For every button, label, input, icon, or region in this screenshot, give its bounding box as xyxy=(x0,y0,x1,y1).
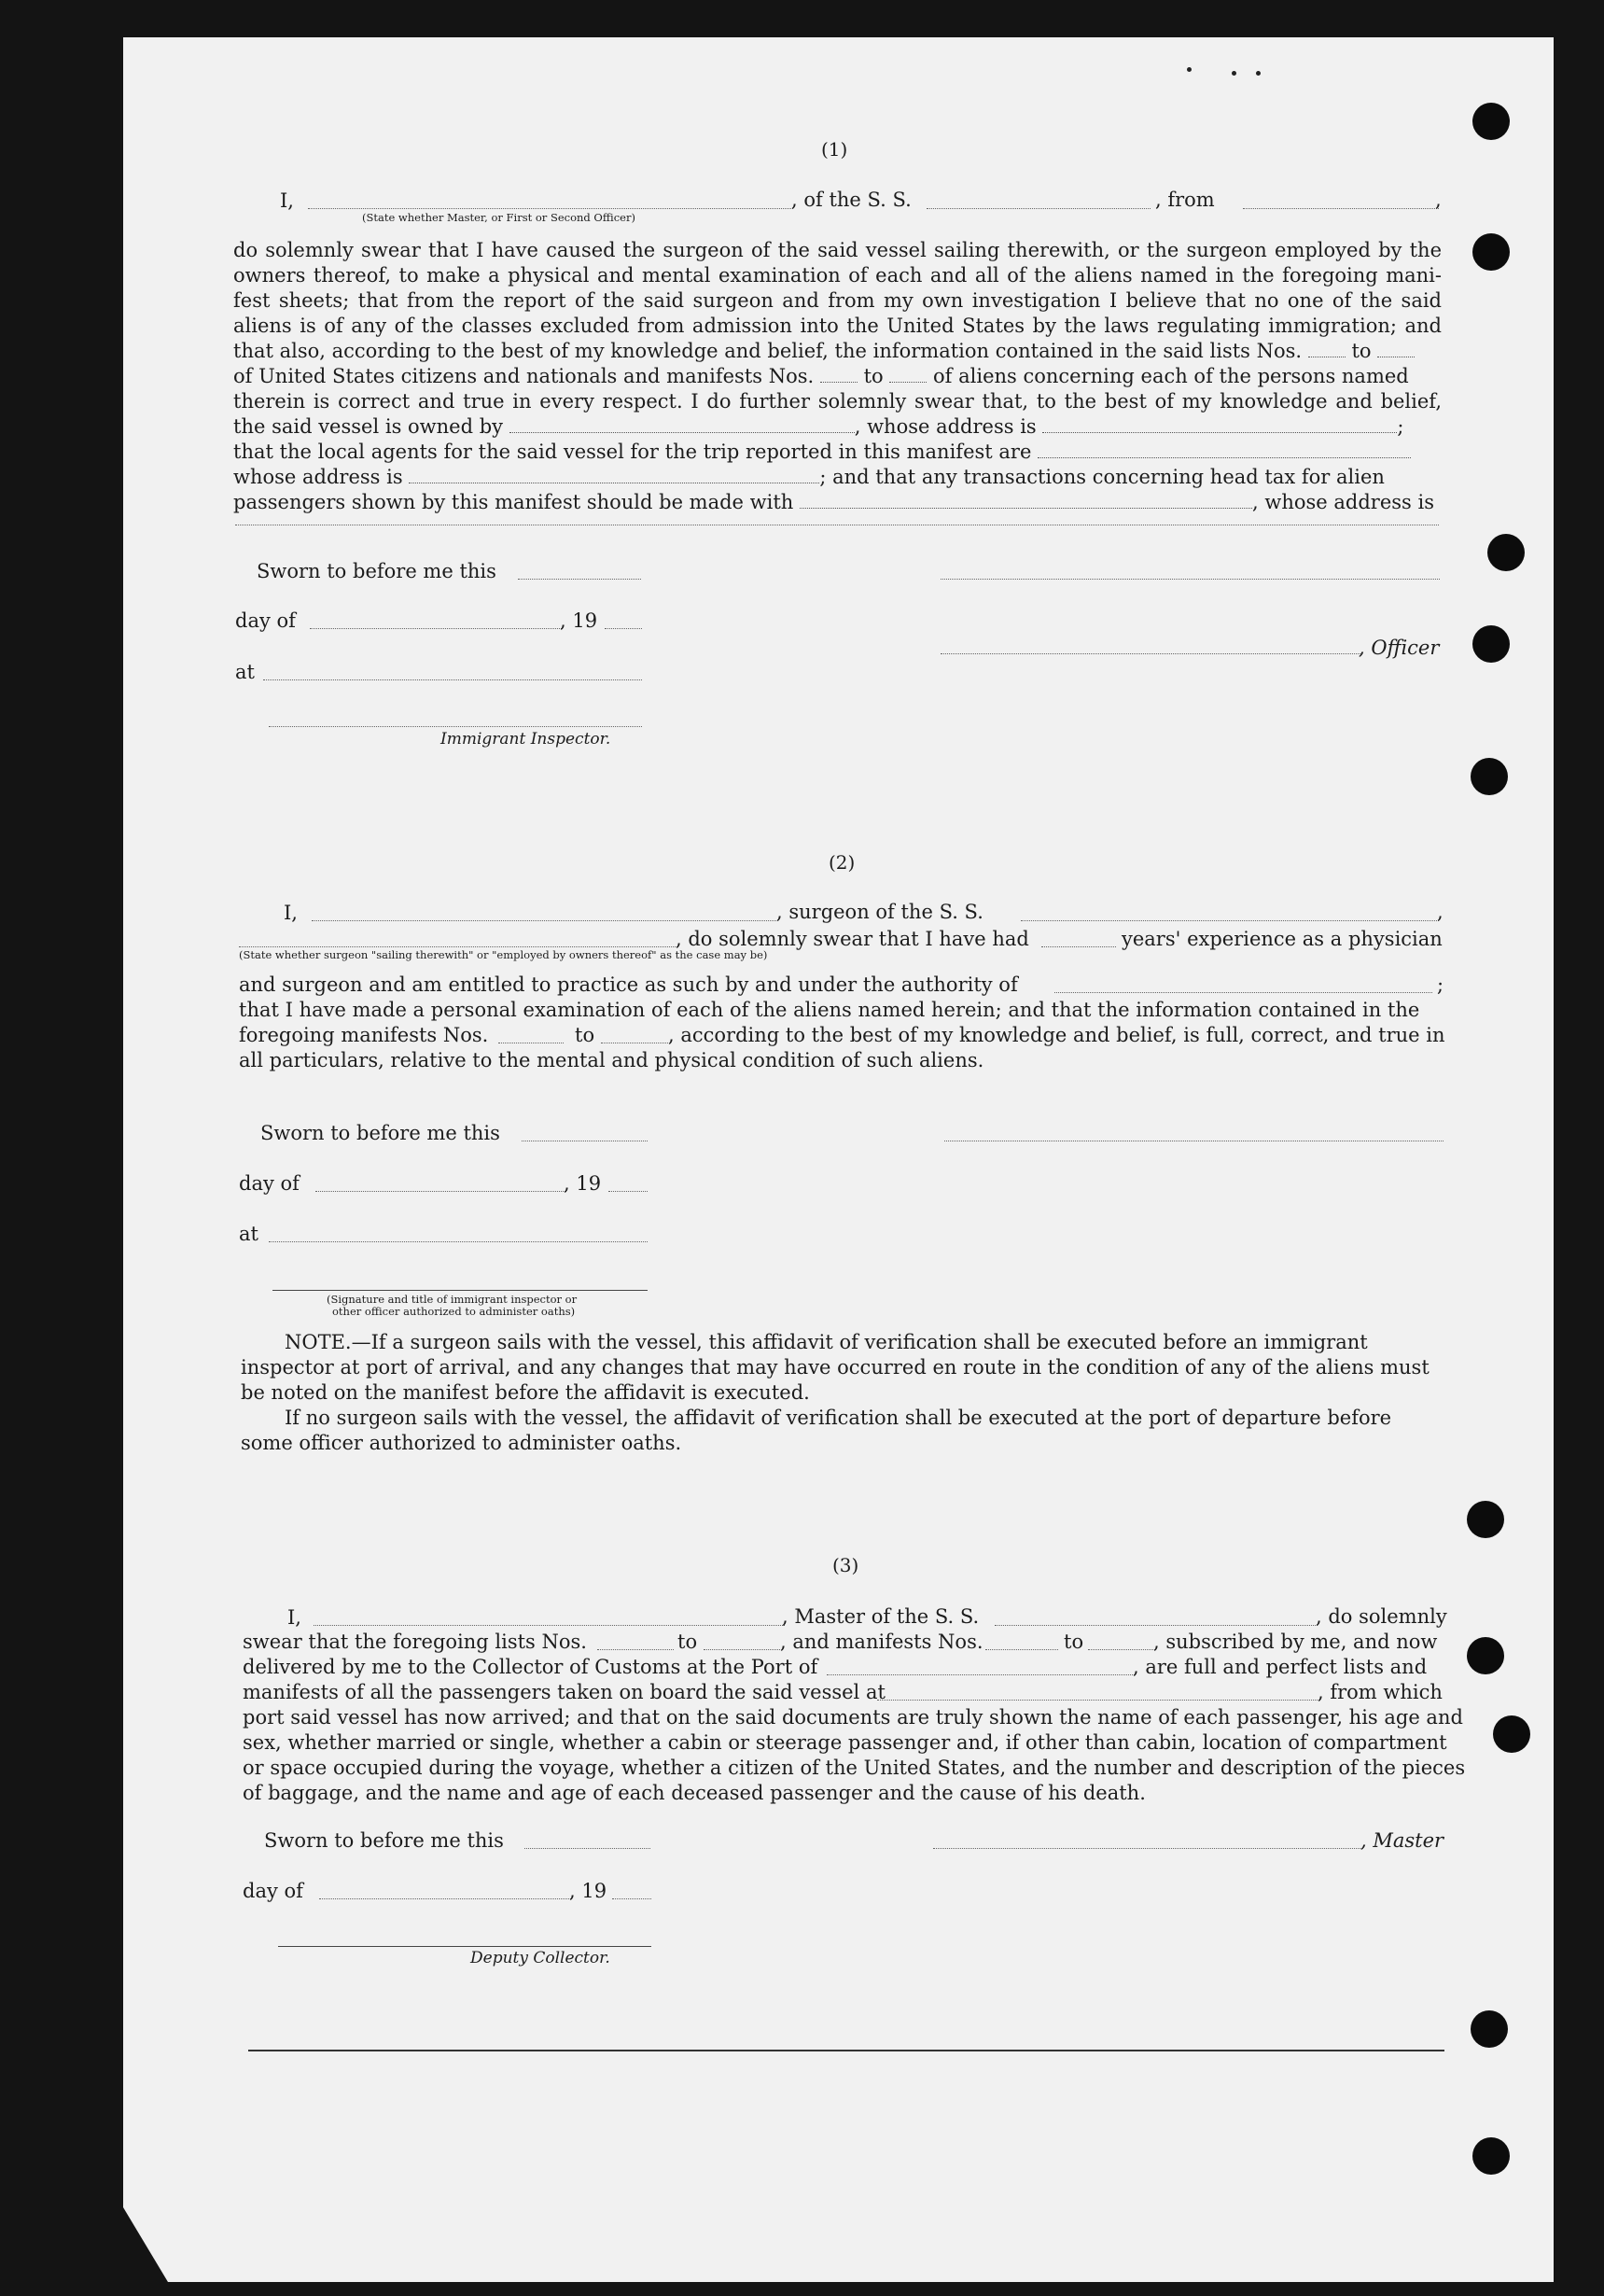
s3-l3a: delivered by me to the Collector of Customs at the Port of xyxy=(243,1656,818,1678)
section-1-number: (1) xyxy=(821,138,848,161)
s1-to: to xyxy=(863,365,884,387)
s3-sworn-field[interactable] xyxy=(524,1848,650,1849)
speck xyxy=(1187,67,1192,72)
s1-inspector: Immigrant Inspector. xyxy=(440,730,611,749)
s2-surgeon-of: , surgeon of the S. S. xyxy=(776,901,983,923)
s1-officer-signature[interactable] xyxy=(941,653,1360,654)
s1-line: therein is correct and true in every respect. I do further solemnly swear that, to the best of my knowledge and belief, xyxy=(233,390,1442,413)
binder-hole xyxy=(1471,758,1508,795)
s2-ship-field[interactable] xyxy=(1021,920,1439,921)
s2-year-field[interactable] xyxy=(608,1191,648,1192)
s2-note-line-1 xyxy=(285,1333,1368,1352)
s1-owner-field[interactable] xyxy=(509,432,855,433)
s2-line-b: that I have made a personal examination of each of the aliens named herein; and that the information contained in the xyxy=(239,999,1420,1021)
s3-lists-from[interactable] xyxy=(597,1649,674,1650)
s2-sig-note-2: other officer authorized to administer oaths) xyxy=(332,1305,576,1318)
s2-signature-line[interactable] xyxy=(272,1290,648,1291)
s1-text: that the local agents for the said vessel for the trip reported in this manifest are xyxy=(233,441,1032,463)
binder-hole xyxy=(1487,534,1525,571)
s1-line-owner xyxy=(233,414,1442,440)
s1-text: whose address is xyxy=(233,466,403,488)
s2-at: at xyxy=(239,1223,258,1245)
binder-hole xyxy=(1493,1715,1530,1753)
bottom-rule xyxy=(248,2050,1444,2051)
s2-note: (State whether surgeon "sailing therewith" or "employed by owners thereof" as the case may be) xyxy=(239,948,768,961)
s2-day-of: day of xyxy=(239,1172,300,1195)
s1-from: , from xyxy=(1155,189,1215,211)
s2-surgeon-type-field[interactable] xyxy=(239,946,677,947)
s1-inspector-line[interactable] xyxy=(269,726,642,727)
s2-surgeon-name-field[interactable] xyxy=(312,920,778,921)
s1-line: do solemnly swear that I have caused the surgeon of the said vessel sailing therewith, or the surgeon employed by the xyxy=(233,239,1442,261)
s2-note-line-4: If no surgeon sails with the vessel, the affidavit of verification shall be executed at the port of departure before xyxy=(285,1407,1392,1429)
binder-hole xyxy=(1467,1501,1504,1538)
s1-text: the said vessel is owned by xyxy=(233,415,504,438)
s1-of-ss: , of the S. S. xyxy=(791,189,912,211)
s3-l2c: , and manifests Nos. xyxy=(780,1631,983,1653)
s1-agents-field[interactable] xyxy=(1038,457,1411,458)
binder-hole xyxy=(1467,1637,1504,1674)
s2-nineteen: , 19 xyxy=(564,1172,602,1195)
s1-line-lists xyxy=(233,339,1442,364)
s1-line: aliens is of any of the classes excluded from admission into the United States by the laws regulating immigration; and xyxy=(233,315,1442,337)
s2-at-field[interactable] xyxy=(269,1241,648,1242)
s1-text: passengers shown by this manifest should be made with xyxy=(233,491,794,513)
s3-manifests-from[interactable] xyxy=(985,1649,1058,1650)
s3-lists-to[interactable] xyxy=(704,1649,780,1650)
binder-hole xyxy=(1472,625,1510,663)
s1-nineteen: , 19 xyxy=(560,609,598,632)
s3-l2e: , subscribed by me, and now xyxy=(1153,1631,1438,1653)
s1-sworn: Sworn to before me this xyxy=(257,560,496,582)
s1-to: to xyxy=(1351,340,1372,362)
binder-hole xyxy=(1472,103,1510,140)
s2-line-d: all particulars, relative to the mental and physical condition of such aliens. xyxy=(239,1049,984,1071)
s1-year-field[interactable] xyxy=(605,628,642,629)
s1-text: that also, according to the best of my knowledge and belief, the information contained in the said lists Nos. xyxy=(233,340,1303,362)
s1-text: ; and that any transactions concerning head tax for alien xyxy=(819,466,1385,488)
binder-hole xyxy=(1472,2137,1510,2175)
s2-line-c1: foregoing manifests Nos. xyxy=(239,1024,489,1046)
s1-text: , whose address is xyxy=(854,415,1037,438)
s2-line-a: and surgeon and am entitled to practice as such by and under the authority of xyxy=(239,973,1018,996)
s1-line: owners thereof, to make a physical and mental examination of each and all of the aliens named in the foregoing mani- xyxy=(233,264,1442,287)
section-2-number: (2) xyxy=(829,851,856,874)
s1-i: I, xyxy=(280,189,294,212)
s1-comma: , xyxy=(1435,189,1442,211)
s3-l2d: to xyxy=(1064,1631,1084,1653)
speck xyxy=(1256,71,1261,76)
s1-at: at xyxy=(235,661,255,683)
s3-port-field[interactable] xyxy=(827,1674,1135,1675)
speck xyxy=(1232,71,1236,76)
s2-sworn: Sworn to before me this xyxy=(260,1122,500,1144)
s3-sworn: Sworn to before me this xyxy=(264,1829,504,1852)
s2-line-c3: , according to the best of my knowledge and belief, is full, correct, and true in xyxy=(668,1024,1445,1046)
s1-line-manifests xyxy=(233,364,1442,389)
s3-l2b: to xyxy=(677,1631,698,1653)
s2-authority-field[interactable] xyxy=(1054,992,1432,993)
s3-year-field[interactable] xyxy=(612,1898,651,1899)
s2-note-line-5: some officer authorized to administer oaths. xyxy=(241,1432,682,1454)
s3-day-field[interactable] xyxy=(319,1898,571,1899)
s1-officer-field[interactable] xyxy=(308,208,793,209)
s3-l4b: , from which xyxy=(1318,1681,1443,1703)
s1-day-of: day of xyxy=(235,609,296,632)
s1-officer: , Officer xyxy=(1359,637,1440,659)
s2-i: I, xyxy=(284,902,298,924)
s2-note-line-2: inspector at port of arrival, and any changes that may have occurred en route in the condition of any of the aliens must xyxy=(241,1356,1430,1379)
s1-at-field[interactable] xyxy=(263,679,642,680)
s2-comma: , xyxy=(1437,901,1444,923)
s1-text: , whose address is xyxy=(1252,491,1434,513)
s3-day-of: day of xyxy=(243,1880,303,1902)
s1-sworn-field[interactable] xyxy=(518,579,641,580)
s3-i: I, xyxy=(287,1606,301,1629)
s2-swear-years: , do solemnly swear that I have had xyxy=(676,928,1029,950)
s3-collector-line[interactable] xyxy=(278,1946,651,1947)
s1-role-note: (State whether Master, or First or Second Officer) xyxy=(362,211,635,224)
binder-hole xyxy=(1472,233,1510,271)
s3-l6: sex, whether married or single, whether a cabin or steerage passenger and, if other than cabin, location of compartment xyxy=(243,1731,1447,1754)
s2-years-exp: years' experience as a physician xyxy=(1122,928,1443,950)
s2-sig-note-1: (Signature and title of immigrant inspector or xyxy=(327,1293,578,1306)
s2-years-field[interactable] xyxy=(1041,946,1116,947)
s3-ship-field[interactable] xyxy=(995,1625,1318,1626)
s3-do-solemnly: , do solemnly xyxy=(1316,1605,1447,1628)
s2-line-c2: to xyxy=(575,1024,595,1046)
s1-day-field[interactable] xyxy=(310,628,562,629)
s3-port-from-field[interactable] xyxy=(877,1700,1319,1701)
s1-head-tax-field[interactable] xyxy=(800,508,1252,509)
s1-text: ; xyxy=(1397,415,1404,438)
s3-master-of: , Master of the S. S. xyxy=(782,1605,980,1628)
s1-from-field[interactable] xyxy=(1243,208,1439,209)
s3-master-name-field[interactable] xyxy=(314,1625,785,1626)
s2-day-field[interactable] xyxy=(315,1191,565,1192)
s3-manifests-to[interactable] xyxy=(1088,1649,1155,1650)
s1-right-signature-line[interactable] xyxy=(941,579,1440,580)
s3-master-signature[interactable] xyxy=(933,1848,1362,1849)
s1-text: of United States citizens and nationals and manifests Nos. xyxy=(233,365,815,387)
section-3-number: (3) xyxy=(832,1554,859,1576)
s3-l5: port said vessel has now arrived; and that on the said documents are truly shown the name of each passenger, his age and xyxy=(243,1706,1463,1729)
s3-nineteen: , 19 xyxy=(569,1880,607,1902)
s3-l2a: swear that the foregoing lists Nos. xyxy=(243,1631,587,1653)
s3-collector: Deputy Collector. xyxy=(470,1949,610,1967)
s3-l4a: manifests of all the passengers taken on board the said vessel at xyxy=(243,1681,886,1703)
s1-owner-address-field[interactable] xyxy=(1042,432,1397,433)
s1-line: fest sheets; that from the report of the said surgeon and from my own investigation I believe that no one of the said xyxy=(233,289,1442,312)
s2-note-line-3: be noted on the manifest before the affidavit is executed. xyxy=(241,1381,810,1404)
s1-manifests-to[interactable] xyxy=(889,382,927,383)
s1-ship-field[interactable] xyxy=(927,208,1151,209)
s3-l8: of baggage, and the name and age of each deceased passenger and the cause of his death. xyxy=(243,1782,1146,1804)
s1-line-agent-address xyxy=(233,465,1442,490)
s1-manifests-from[interactable] xyxy=(820,382,858,383)
s1-text: of aliens concerning each of the persons named xyxy=(933,365,1409,387)
binder-hole xyxy=(1471,2010,1508,2048)
s1-paragraph xyxy=(233,238,1442,515)
s3-l3b: , are full and perfect lists and xyxy=(1133,1656,1428,1678)
s3-l7: or space occupied during the voyage, whether a citizen of the United States, and the number and description of the pieces xyxy=(243,1757,1466,1779)
s1-line-passengers xyxy=(233,490,1442,515)
s2-note-label: NOTE. xyxy=(285,1331,352,1353)
s1-line-agents xyxy=(233,440,1442,465)
s3-master: , Master xyxy=(1360,1829,1444,1852)
s2-semi: ; xyxy=(1437,973,1444,996)
s2-note-text: —If a surgeon sails with the vessel, this affidavit of verification shall be executed before an immigrant xyxy=(351,1331,1368,1353)
